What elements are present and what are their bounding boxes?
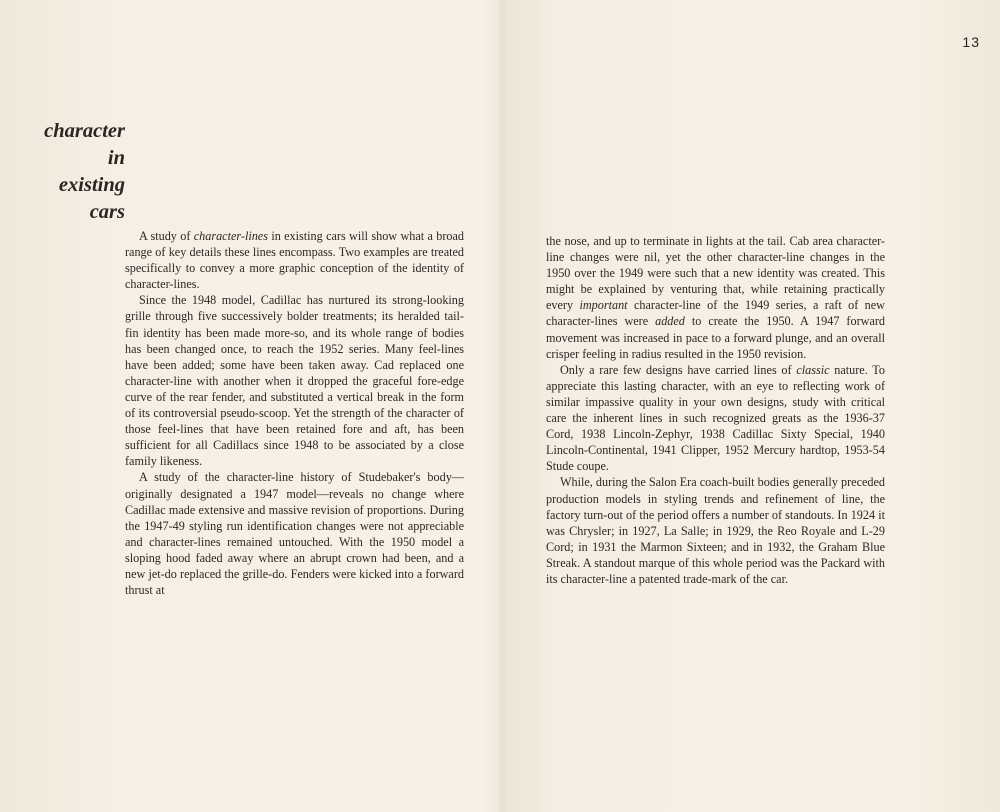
heading-line-4: cars [89, 201, 125, 223]
heading-line-1: character [44, 120, 125, 142]
paragraph: While, during the Salon Era coach-built bodies generally preceded production models in styling trends and refinement of line, the factory turn-out of the period offers a number of standouts. In 1924 it was Chrysler; in 1927, La Salle; in 1929, the Reo Royale and L-29 Cord; in 1931 the Marmon Sixteen; and in 1932, the Graham Blue Streak. A standout marque of this whole period was the Packard with its character-line a patented trade-mark of the car. [546, 475, 885, 586]
page-number: 13 [962, 34, 980, 50]
heading-line-2: in [107, 147, 125, 169]
paragraph: A study of the character-line history of Studebaker's body—originally designated a 1947 model—reveals no change where Cadillac made extensive and massive revision of proportions. During the 1947-49 styling run identification changes were not appreciable and character-lines remained untouched. With the 1950 model a sloping hood faded away where an abrupt crown had been, and a new jet-do replaced the grille-do. Fenders were kicked into a forward thrust at [125, 470, 464, 598]
page-gutter [497, 0, 507, 812]
section-heading [20, 118, 125, 226]
paragraph: the nose, and up to terminate in lights at the tail. Cab area character-line changes were nil, yet the other character-line changes in the 1950 over the 1949 were such that a new identity was created. This might be explained by venturing that, while retaining practically every important character-line of the 1949 series, a raft of new character-lines were added to create the 1950. A 1947 forward movement was increased in pace to a forward plunge, and an overall crisper feeling in radius resulted in the 1950 revision. [546, 234, 886, 361]
paragraph: A study of character-lines in existing cars will show what a broad range of key details these lines encompass. Two examples are treated specifically to convey a more graphic conception of the identity of character-lines. [125, 229, 464, 292]
right-text-column [546, 233, 885, 587]
heading-line-3: existing [58, 174, 125, 196]
left-text-column [125, 228, 464, 598]
paragraph: Only a rare few designs have carried lines of classic nature. To appreciate this lasting character, with an eye to reflecting work of similar impassive quality in your own designs, study with critical care the inherent lines in such recognized greats as the 1936-37 Cord, 1938 Lincoln-Zephyr, 1938 Cadillac Sixty Special, 1940 Lincoln-Continental, 1941 Clipper, 1952 Mercury hardtop, 1953-54 Stude coupe. [546, 362, 885, 474]
paragraph: Since the 1948 model, Cadillac has nurtured its strong-looking grille through five successively bolder treatments; its heralded tail-fin identity has been made more-so, and its whole range of bodies has been changed once, to reach the 1952 series. Many feel-lines have been added; some have been taken away. Cad replaced one character-line with another when it dropped the graceful fore-edge curve of the rear fender, and substituted a vertical break in the form of its controversial pseudo-scoop. Yet the strength of the character of those feel-lines that have been retained fore and aft, has been sufficient for all Cadillacs since 1948 to be associated by a close family likeness. [125, 293, 464, 469]
